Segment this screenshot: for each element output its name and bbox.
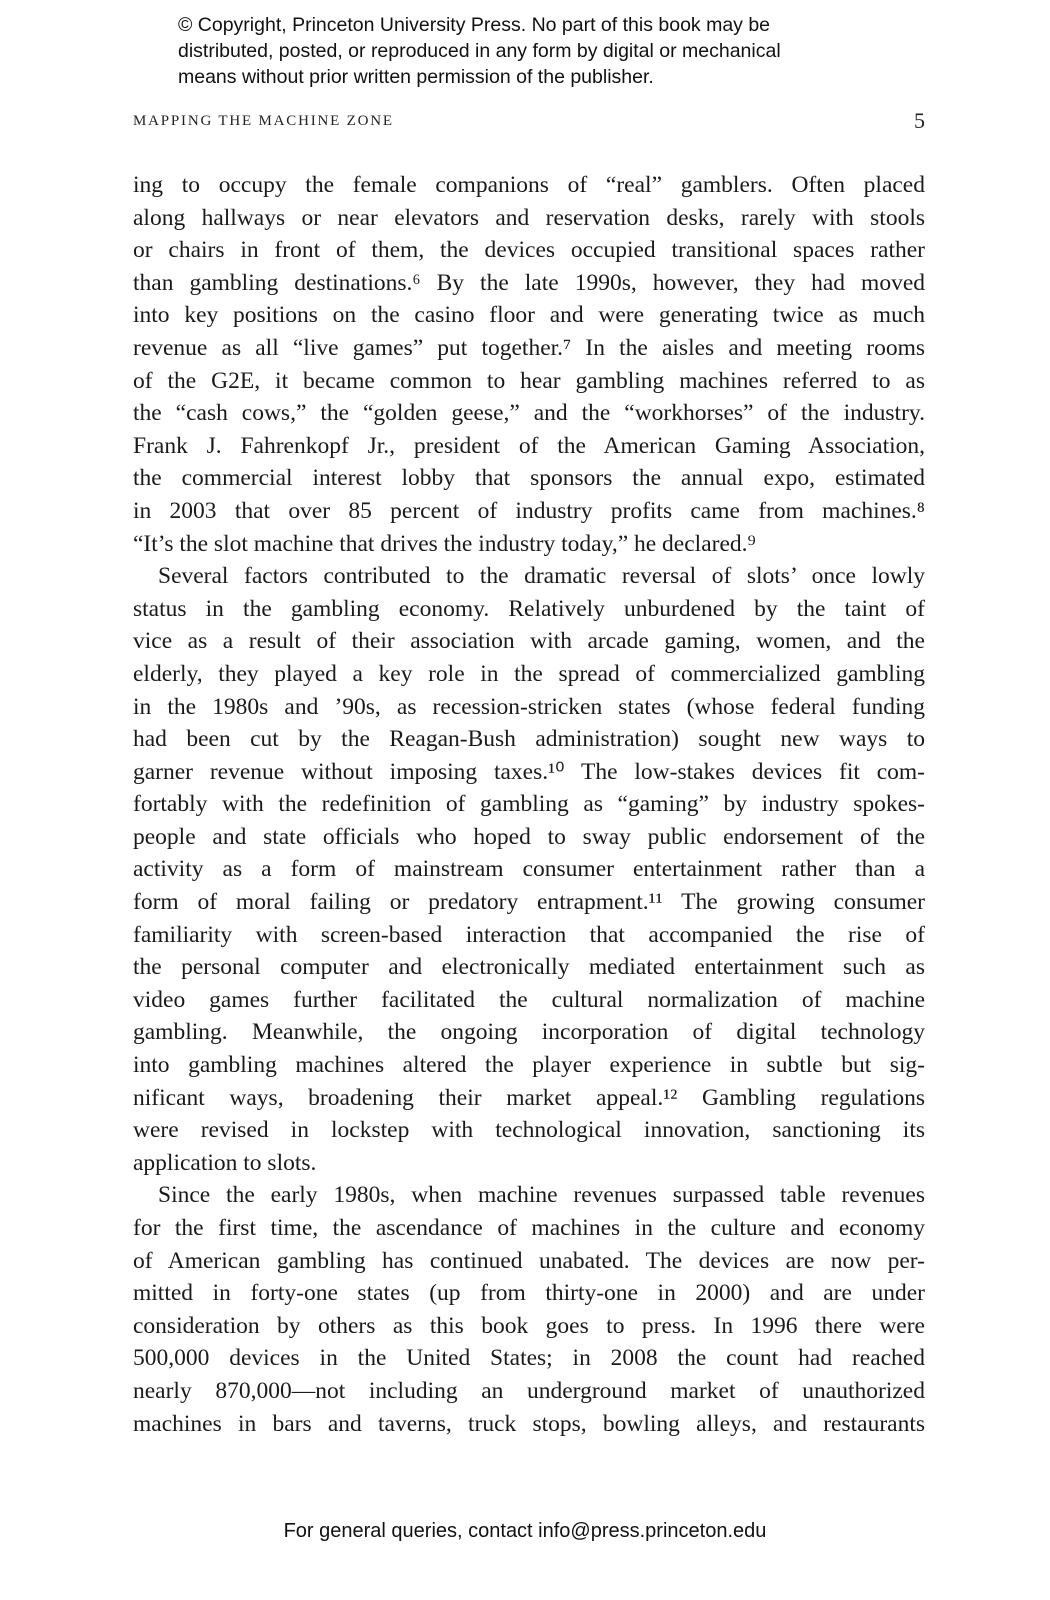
text-line: in 2003 that over 85 percent of industry profits came from machines.⁸: [133, 497, 925, 524]
text-line: nificant ways, broadening their market appeal.¹² Gambling regulations: [133, 1084, 925, 1111]
text-line: along hallways or near elevators and reservation desks, rarely with stools: [133, 204, 925, 231]
text-line: garner revenue without imposing taxes.¹⁰ The low-stakes devices fit com-: [133, 758, 925, 785]
text-line: machines in bars and taverns, truck stops, bowling alleys, and restaurants: [133, 1410, 925, 1437]
text-line: application to slots.: [133, 1149, 317, 1176]
text-line: in the 1980s and ’90s, as recession-stricken states (whose federal funding: [133, 693, 925, 720]
copyright-line: means without prior written permission of the publisher.: [178, 66, 654, 88]
text-line: the personal computer and electronically mediated entertainment such as: [133, 954, 925, 981]
text-line: the commercial interest lobby that sponsors the annual expo, estimated: [133, 465, 925, 492]
copyright-line: distributed, posted, or reproduced in any form by digital or mechanical: [178, 40, 781, 62]
text-line: familiarity with screen-based interaction that accompanied the rise of: [133, 921, 925, 948]
text-line: revenue as all “live games” put together.⁷ In the aisles and meeting rooms: [133, 334, 925, 361]
text-line: or chairs in front of them, the devices occupied transitional spaces rather: [133, 237, 925, 264]
text-line: into key positions on the casino floor and were generating twice as much: [133, 302, 925, 329]
text-line: vice as a result of their association with arcade gaming, women, and the: [133, 628, 925, 655]
text-line: had been cut by the Reagan-Bush administration) sought new ways to: [133, 726, 925, 753]
copyright-notice: [178, 12, 898, 90]
text-line: Several factors contributed to the dramatic reversal of slots’ once lowly: [158, 563, 925, 590]
copyright-line: © Copyright, Princeton University Press. No part of this book may be: [178, 14, 771, 36]
text-line: activity as a form of mainstream consumer entertainment rather than a: [133, 856, 925, 883]
footer-contact: For general queries, contact info@press.princeton.edu: [283, 1520, 767, 1542]
text-line: into gambling machines altered the player experience in subtle but sig-: [133, 1052, 925, 1079]
text-line: video games further facilitated the cultural normalization of machine: [133, 986, 925, 1013]
text-line: “It’s the slot machine that drives the industry today,” he declared.⁹: [133, 530, 756, 557]
text-line: of American gambling has continued unabated. The devices are now per-: [133, 1247, 925, 1274]
text-line: consideration by others as this book goes to press. In 1996 there were: [133, 1312, 925, 1339]
page-number: 5: [914, 108, 925, 133]
body-text: [133, 169, 925, 1440]
text-line: for the first time, the ascendance of machines in the culture and economy: [133, 1215, 925, 1241]
text-line: 500,000 devices in the United States; in 2008 the count had reached: [133, 1345, 925, 1372]
text-line: people and state officials who hoped to sway public endorsement of the: [133, 823, 925, 850]
text-line: Since the early 1980s, when machine revenues surpassed table revenues: [158, 1182, 925, 1209]
text-line: the “cash cows,” the “golden geese,” and the “workhorses” of the industry.: [133, 400, 925, 427]
running-head: MAPPING THE MACHINE ZONE: [133, 113, 394, 129]
text-line: status in the gambling economy. Relatively unburdened by the taint of: [133, 595, 925, 622]
text-line: than gambling destinations.⁶ By the late 1990s, however, they had moved: [133, 269, 925, 296]
text-line: nearly 870,000—not including an underground market of unauthorized: [133, 1377, 925, 1404]
text-line: form of moral failing or predatory entrapment.¹¹ The growing consumer: [133, 889, 925, 916]
text-line: Frank J. Fahrenkopf Jr., president of the American Gaming Association,: [133, 432, 925, 459]
text-line: gambling. Meanwhile, the ongoing incorporation of digital technology: [133, 1019, 925, 1046]
text-line: fortably with the redefinition of gambling as “gaming” by industry spokes-: [133, 791, 925, 818]
text-line: of the G2E, it became common to hear gambling machines referred to as: [133, 367, 925, 394]
text-line: mitted in forty-one states (up from thirty-one in 2000) and are under: [133, 1280, 925, 1307]
text-line: elderly, they played a key role in the spread of commercialized gambling: [133, 660, 925, 687]
text-line: ing to occupy the female companions of “real” gamblers. Often placed: [133, 172, 925, 198]
text-line: were revised in lockstep with technological innovation, sanctioning its: [133, 1117, 925, 1144]
